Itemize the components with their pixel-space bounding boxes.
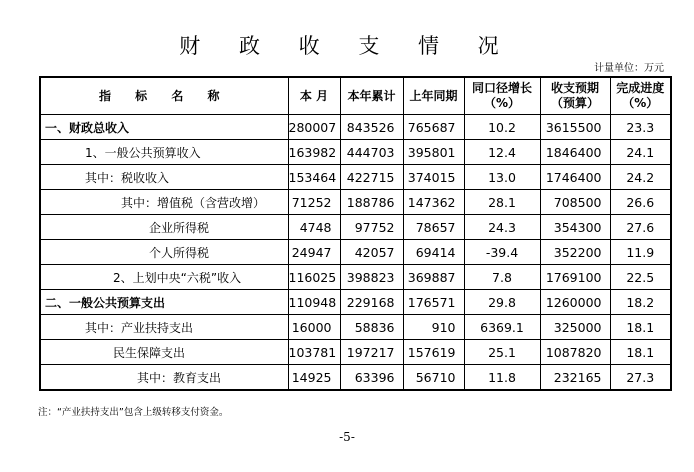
cell-ytd: 398823 xyxy=(340,265,403,290)
cell-budget: 1746400 xyxy=(540,165,610,190)
cell-ytd: 229168 xyxy=(340,290,403,315)
page-title: 财 政 收 支 情 况 xyxy=(179,34,515,58)
cell-budget: 708500 xyxy=(540,190,610,215)
table-row xyxy=(40,340,671,365)
cell-prev: 374015 xyxy=(403,165,464,190)
cell-growth: 25.1 xyxy=(464,340,540,365)
header-budget xyxy=(540,77,610,115)
cell-budget: 352200 xyxy=(540,240,610,265)
cell-ytd: 444703 xyxy=(340,140,403,165)
row-name: 2、上划中央“六税”收入 xyxy=(40,265,288,290)
cell-progress: 18.1 xyxy=(610,315,671,340)
cell-prev: 56710 xyxy=(403,365,464,391)
cell-month: 163982 xyxy=(288,140,340,165)
cell-month: 24947 xyxy=(288,240,340,265)
header-prev-year: 上年同期 xyxy=(403,77,464,115)
cell-budget: 354300 xyxy=(540,215,610,240)
cell-growth: 29.8 xyxy=(464,290,540,315)
cell-ytd: 97752 xyxy=(340,215,403,240)
cell-prev: 369887 xyxy=(403,265,464,290)
cell-month: 116025 xyxy=(288,265,340,290)
row-name: 民生保障支出 xyxy=(40,340,288,365)
header-indicator: 指 标 名 称 xyxy=(40,77,288,115)
row-name: 其中：税收收入 xyxy=(40,165,288,190)
table-row xyxy=(40,265,671,290)
cell-prev: 69414 xyxy=(403,240,464,265)
cell-progress: 24.2 xyxy=(610,165,671,190)
cell-growth: 24.3 xyxy=(464,215,540,240)
cell-growth: 28.1 xyxy=(464,190,540,215)
cell-budget: 1087820 xyxy=(540,340,610,365)
cell-budget: 232165 xyxy=(540,365,610,391)
cell-budget: 1769100 xyxy=(540,265,610,290)
cell-prev: 78657 xyxy=(403,215,464,240)
fiscal-table xyxy=(39,76,672,391)
cell-progress: 11.9 xyxy=(610,240,671,265)
table-row xyxy=(40,315,671,340)
cell-growth: 11.8 xyxy=(464,365,540,391)
header-ytd: 本年累计 xyxy=(340,77,403,115)
cell-month: 4748 xyxy=(288,215,340,240)
cell-growth: 6369.1 xyxy=(464,315,540,340)
cell-growth: -39.4 xyxy=(464,240,540,265)
row-name: 其中：增值税（含营改增） xyxy=(40,190,288,215)
cell-progress: 27.3 xyxy=(610,365,671,391)
cell-month: 110948 xyxy=(288,290,340,315)
cell-progress: 22.5 xyxy=(610,265,671,290)
row-name: 个人所得税 xyxy=(40,240,288,265)
table-row xyxy=(40,290,671,315)
cell-ytd: 63396 xyxy=(340,365,403,391)
table-row xyxy=(40,215,671,240)
cell-progress: 18.2 xyxy=(610,290,671,315)
cell-budget: 1846400 xyxy=(540,140,610,165)
header-budget-line1: 收支预期 xyxy=(550,81,599,95)
unit-label: 计量单位：万元 xyxy=(594,63,664,74)
cell-month: 14925 xyxy=(288,365,340,391)
header-progress xyxy=(610,77,671,115)
row-name: 二、一般公共预算支出 xyxy=(40,290,288,315)
cell-month: 280007 xyxy=(288,115,340,140)
header-progress-line2: （%） xyxy=(622,96,659,110)
cell-month: 16000 xyxy=(288,315,340,340)
table-row xyxy=(40,240,671,265)
cell-growth: 12.4 xyxy=(464,140,540,165)
cell-progress: 18.1 xyxy=(610,340,671,365)
table-row xyxy=(40,115,671,140)
table-row xyxy=(40,190,671,215)
cell-budget: 3615500 xyxy=(540,115,610,140)
cell-prev: 147362 xyxy=(403,190,464,215)
cell-month: 153464 xyxy=(288,165,340,190)
header-budget-line2: （预算） xyxy=(550,96,599,110)
header-growth-line1: 同口径增长 xyxy=(471,81,532,95)
cell-ytd: 422715 xyxy=(340,165,403,190)
cell-progress: 27.6 xyxy=(610,215,671,240)
header-progress-line1: 完成进度 xyxy=(616,81,665,95)
cell-growth: 7.8 xyxy=(464,265,540,290)
cell-prev: 157619 xyxy=(403,340,464,365)
row-name: 其中：产业扶持支出 xyxy=(40,315,288,340)
cell-growth: 13.0 xyxy=(464,165,540,190)
page-number: -5- xyxy=(339,430,355,444)
cell-prev: 176571 xyxy=(403,290,464,315)
cell-ytd: 58836 xyxy=(340,315,403,340)
cell-progress: 24.1 xyxy=(610,140,671,165)
row-name: 1、一般公共预算收入 xyxy=(40,140,288,165)
cell-ytd: 188786 xyxy=(340,190,403,215)
cell-month: 103781 xyxy=(288,340,340,365)
header-month: 本 月 xyxy=(288,77,340,115)
cell-month: 71252 xyxy=(288,190,340,215)
cell-prev: 395801 xyxy=(403,140,464,165)
row-name: 一、财政总收入 xyxy=(40,115,288,140)
cell-ytd: 197217 xyxy=(340,340,403,365)
cell-progress: 23.3 xyxy=(610,115,671,140)
cell-prev: 910 xyxy=(403,315,464,340)
cell-budget: 325000 xyxy=(540,315,610,340)
cell-budget: 1260000 xyxy=(540,290,610,315)
table-row xyxy=(40,165,671,190)
cell-growth: 10.2 xyxy=(464,115,540,140)
cell-ytd: 843526 xyxy=(340,115,403,140)
footnote: 注：“产业扶持支出”包含上级转移支付资金。 xyxy=(38,407,229,418)
table-row xyxy=(40,365,671,391)
row-name: 其中：教育支出 xyxy=(40,365,288,391)
cell-prev: 765687 xyxy=(403,115,464,140)
row-name: 企业所得税 xyxy=(40,215,288,240)
header-growth-line2: （%） xyxy=(483,96,521,110)
table-header-row xyxy=(40,77,671,115)
cell-progress: 26.6 xyxy=(610,190,671,215)
header-growth xyxy=(464,77,540,115)
cell-ytd: 42057 xyxy=(340,240,403,265)
table-row xyxy=(40,140,671,165)
